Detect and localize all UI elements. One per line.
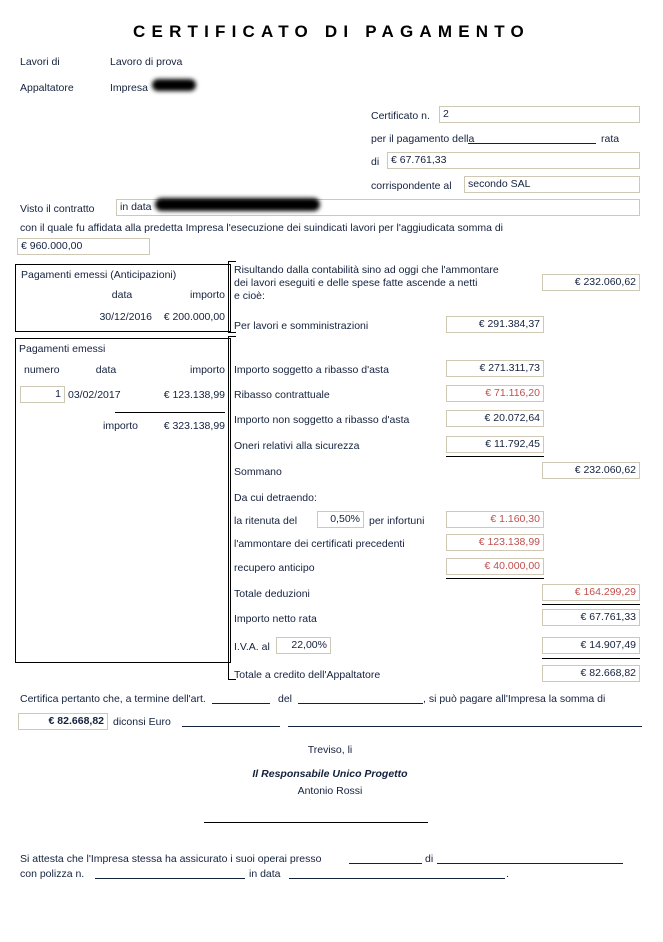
breakdown-row-0-label: Importo soggetto a ribasso d'asta [234,364,389,376]
anticipazioni-title: Pagamenti emessi (Anticipazioni) [21,269,177,281]
netto-rata-rule [542,604,640,605]
certifica-part2-label: del [278,693,293,705]
corrispondente-input[interactable]: secondo SAL [464,176,640,193]
attestation-blank-presso[interactable] [349,863,422,864]
certificati-precedenti-label: l'ammontare dei certificati precedenti [234,538,405,550]
pagamenti-title: Pagamenti emessi [19,343,106,355]
anticipazioni-row-data: 30/12/2016 [99,311,152,323]
appaltatore-value: Impresa [110,82,148,94]
ritenuta-percent-input[interactable]: 0,50% [317,511,364,528]
pagamenti-col-importo: importo [189,364,225,376]
iva-label: I.V.A. al [234,641,270,653]
totale-deduzioni-label: Totale deduzioni [234,588,310,600]
per-lavori-input[interactable]: € 291.384,37 [446,316,544,333]
attestation-line2-part2: in data [249,868,281,880]
breakdown-row-2-input[interactable]: € 20.072,64 [446,410,544,427]
appaltatore-redaction [152,79,196,91]
breakdown-row-1-label: Ribasso contrattuale [234,389,330,401]
ritenuta-prefix-label: la ritenuta del [234,515,298,527]
pagamenti-total-label: importo [102,420,138,432]
breakdown-panel-bracket [228,336,236,680]
appaltatore-label: Appaltatore [20,82,74,94]
signature-role: Il Responsabile Unico Progetto [252,768,408,780]
corrispondente-label: corrispondente al [371,180,452,192]
da-cui-detraendo-label: Da cui detraendo: [234,492,317,504]
iva-value-input[interactable]: € 14.907,49 [542,637,640,654]
certifica-part1-label: Certifica pertanto che, a termine dell'art. [20,693,206,705]
visto-contratto-label: Visto il contratto [20,203,95,215]
ritenuta-value-input[interactable]: € 1.160,30 [446,511,544,528]
attestation-line2-part3: . [506,868,509,880]
sommano-label: Sommano [234,466,282,478]
lavori-di-label: Lavori di [20,56,60,68]
importo-netto-rata-label: Importo netto rata [234,613,317,625]
breakdown-row-0-input[interactable]: € 271.311,73 [446,360,544,377]
breakdown-row-3-input[interactable]: € 11.792,45 [446,436,544,453]
certifica-part3-label: , si può pagare all'Impresa la somma di [423,693,606,705]
di-label: di [371,156,380,168]
breakdown-row-1-input[interactable]: € 71.116,20 [446,385,544,402]
di-importo-input[interactable]: € 67.761,33 [387,152,640,169]
pagamenti-total-rule [115,412,225,413]
diconsi-euro-label: diconsi Euro [113,716,171,728]
pagamenti-col-data: data [95,364,117,376]
totale-credito-label: Totale a credito dell'Appaltatore [234,669,381,681]
anticipazioni-row-importo: € 200.000,00 [163,311,225,323]
attestation-line2-part1: con polizza n. [20,868,85,880]
diconsi-blank-2[interactable] [288,726,642,727]
attestation-line1-part1: Si attesta che l'Impresa stessa ha assicurato i suoi operai presso [20,853,322,865]
contract-clause-text: con il quale fu affidata alla predetta Impresa l'esecuzione dei suindicati lavori per l'aggiudicata somma di [20,222,504,234]
somma-aggiudicata-input[interactable]: € 960.000,00 [17,238,150,255]
pagamenti-row-numero-input[interactable]: 1 [20,386,65,403]
importo-netto-rata-input[interactable]: € 67.761,33 [542,609,640,626]
contabilita-netti-input[interactable]: € 232.060,62 [542,274,640,291]
totale-deduzioni-input[interactable]: € 164.299,29 [542,584,640,601]
breakdown-row-2-label: Importo non soggetto a ribasso d'asta [234,414,410,426]
rata-prefix-label: per il pagamento della [371,133,475,145]
rata-suffix-label: rata [601,133,620,145]
contabilita-intro-line2: dei lavori eseguiti e delle spese fatte ascende a netti [234,277,478,289]
pagamenti-row-data: 03/02/2017 [68,389,121,401]
attestation-blank-polizza[interactable] [95,878,245,879]
attestation-blank-di[interactable] [437,863,623,864]
recupero-anticipo-label: recupero anticipo [234,562,315,574]
totale-credito-input[interactable]: € 82.668,82 [542,665,640,682]
breakdown-row-3-label: Oneri relativi alla sicurezza [234,440,360,452]
certificati-precedenti-input[interactable]: € 123.138,99 [446,534,544,551]
visto-contratto-input[interactable]: in data [116,199,640,216]
pagamenti-row-importo: € 123.138,99 [163,389,225,401]
signature-name: Antonio Rossi [297,785,363,797]
signature-place: Treviso, li [307,744,353,756]
ritenuta-suffix-label: per infortuni [369,515,425,527]
anticipazioni-col-data: data [111,289,133,301]
attestation-line1-part2: di [425,853,434,865]
certificato-numero-label: Certificato n. [371,110,430,122]
pagamenti-col-numero: numero [24,364,60,376]
certifica-art-blank[interactable] [212,703,270,704]
anticipazioni-col-importo: importo [189,289,225,301]
diconsi-blank-1[interactable] [182,726,280,727]
page-title: CERTIFICATO DI PAGAMENTO [133,22,530,41]
certifica-del-blank[interactable] [298,703,423,704]
certifica-amount-input[interactable]: € 82.668,82 [18,713,108,730]
pagamenti-total-value: € 323.138,99 [163,420,225,432]
totale-credito-rule [542,658,640,659]
rata-blank-line[interactable] [468,143,596,144]
totale-deduzioni-rule [446,578,544,579]
certificato-numero-input[interactable]: 2 [439,106,640,123]
contabilita-intro-line3: e cioè: [234,290,265,302]
iva-percent-input[interactable]: 22,00% [276,637,331,654]
contratto-data-redaction [155,198,320,211]
sommano-input[interactable]: € 232.060,62 [542,462,640,479]
per-lavori-label: Per lavori e somministrazioni [234,320,369,332]
lavori-di-value: Lavoro di prova [110,56,183,68]
recupero-anticipo-input[interactable]: € 40.000,00 [446,558,544,575]
attestation-blank-data[interactable] [289,878,505,879]
contabilita-intro-line1: Risultando dalla contabilità sino ad oggi che l'ammontare [234,264,499,276]
sommano-rule [446,456,544,457]
signature-line [204,822,428,823]
